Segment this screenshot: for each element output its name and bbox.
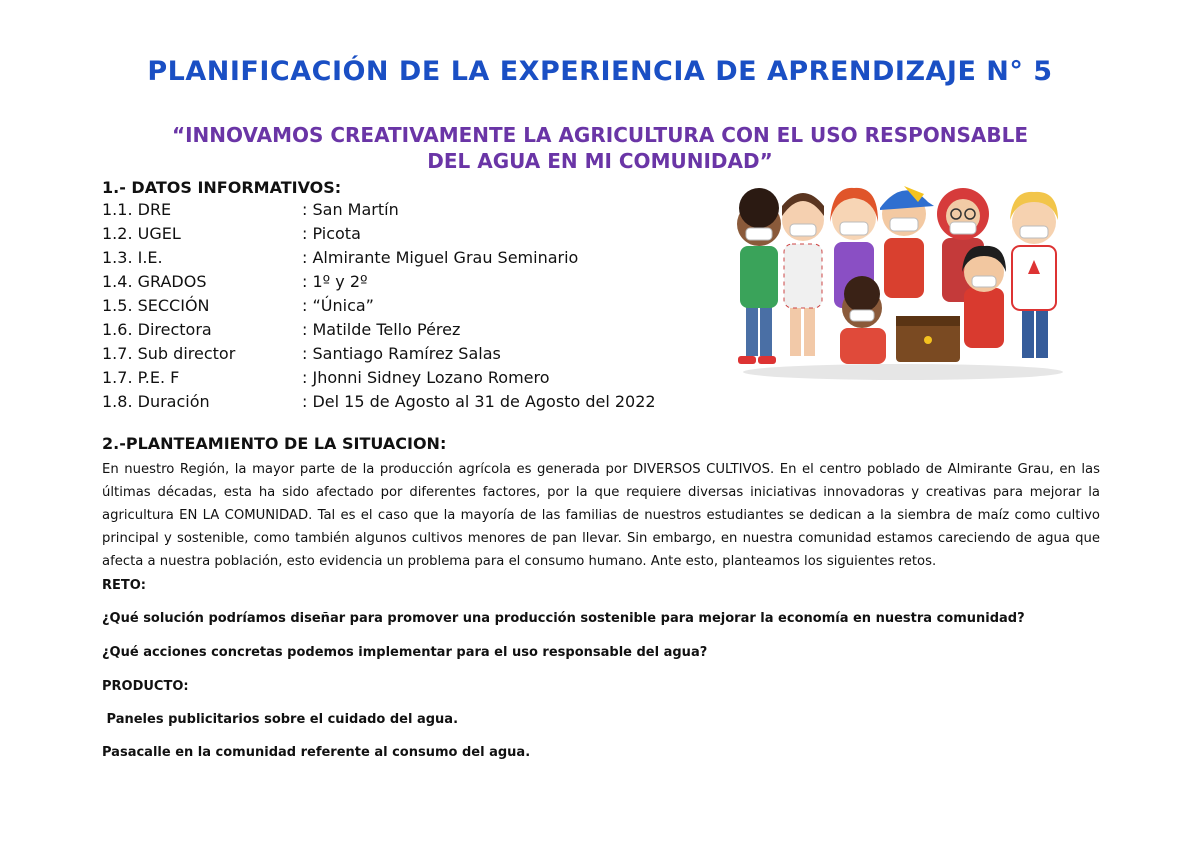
datos-value: : Jhonni Sidney Lozano Romero [302, 368, 550, 387]
reto-question-2: ¿Qué acciones concretas podemos implementar para el uso responsable del agua? [102, 645, 708, 660]
reto-label: RETO: [102, 578, 147, 593]
datos-row [102, 318, 702, 342]
producto-item-2: Pasacalle en la comunidad referente al consumo del agua. [102, 745, 531, 760]
producto-item-1: Paneles publicitarios sobre el cuidado del agua. [102, 712, 459, 727]
datos-key: 1.8. Duración [102, 392, 210, 411]
datos-row [102, 366, 702, 390]
subtitle-line-1: “INNOVAMOS CREATIVAMENTE LA AGRICULTURA CON EL USO RESPONSABLE [171, 123, 1029, 147]
datos-key: 1.6. Directora [102, 320, 212, 339]
reto-question-1: ¿Qué solución podríamos diseñar para promover una producción sostenible para mejorar la economía en nuestra comunidad? [102, 611, 1025, 626]
datos-value: : “Única” [302, 296, 374, 315]
datos-key: 1.4. GRADOS [102, 272, 207, 291]
datos-key: 1.3. I.E. [102, 248, 163, 267]
section-datos-heading: 1.- DATOS INFORMATIVOS: [102, 178, 342, 197]
datos-key: 1.7. P.E. F [102, 368, 180, 387]
producto-label: PRODUCTO: [102, 679, 189, 694]
situacion-paragraph: En nuestro Región, la mayor parte de la producción agrícola es generada por DIVERSOS CULTIVOS. En el centro poblado de Almirante Grau, en las últimas décadas, esta ha sido afectado por diferentes factores, por la que requiere diversas iniciativas innovadoras y creativas para mejorar la agricultura EN LA COMUNIDAD. Tal es el caso que la mayoría de las familias de nuestros estudiantes se dedican a la siembra de maíz como cultivo principal y sostenible, como también algunos cultivos menores de pan llevar. Sin embargo, en nuestra comunidad estamos careciendo de agua que afecta a nuestra población, esto evidencia un problema para el consumo humano. Ante esto, planteamos los siguientes retos. [102, 462, 1100, 569]
datos-key: 1.1. DRE [102, 200, 172, 219]
datos-value: : Picota [302, 224, 361, 243]
datos-informativos-list [102, 198, 702, 414]
experience-subtitle [90, 122, 1110, 174]
datos-value: : Matilde Tello Pérez [302, 320, 461, 339]
datos-row [102, 222, 702, 246]
datos-value: : Santiago Ramírez Salas [302, 344, 501, 363]
page-title: PLANIFICACIÓN DE LA EXPERIENCIA DE APRENDIZAJE N° 5 [147, 56, 1053, 87]
section-situacion-heading: 2.-PLANTEAMIENTO DE LA SITUACION: [102, 434, 447, 453]
datos-row [102, 270, 702, 294]
datos-row [102, 390, 702, 414]
datos-value: : 1º y 2º [302, 272, 368, 291]
datos-value: : Almirante Miguel Grau Seminario [302, 248, 579, 267]
subtitle-line-2: DEL AGUA EN MI COMUNIDAD” [427, 149, 773, 173]
datos-row [102, 246, 702, 270]
datos-key: 1.2. UGEL [102, 224, 181, 243]
datos-row [102, 294, 702, 318]
datos-value: : San Martín [302, 200, 399, 219]
datos-key: 1.5. SECCIÓN [102, 296, 210, 315]
children-illustration [728, 176, 1078, 384]
datos-value: : Del 15 de Agosto al 31 de Agosto del 2022 [302, 392, 656, 411]
datos-row [102, 198, 702, 222]
datos-key: 1.7. Sub director [102, 344, 236, 363]
datos-row [102, 342, 702, 366]
